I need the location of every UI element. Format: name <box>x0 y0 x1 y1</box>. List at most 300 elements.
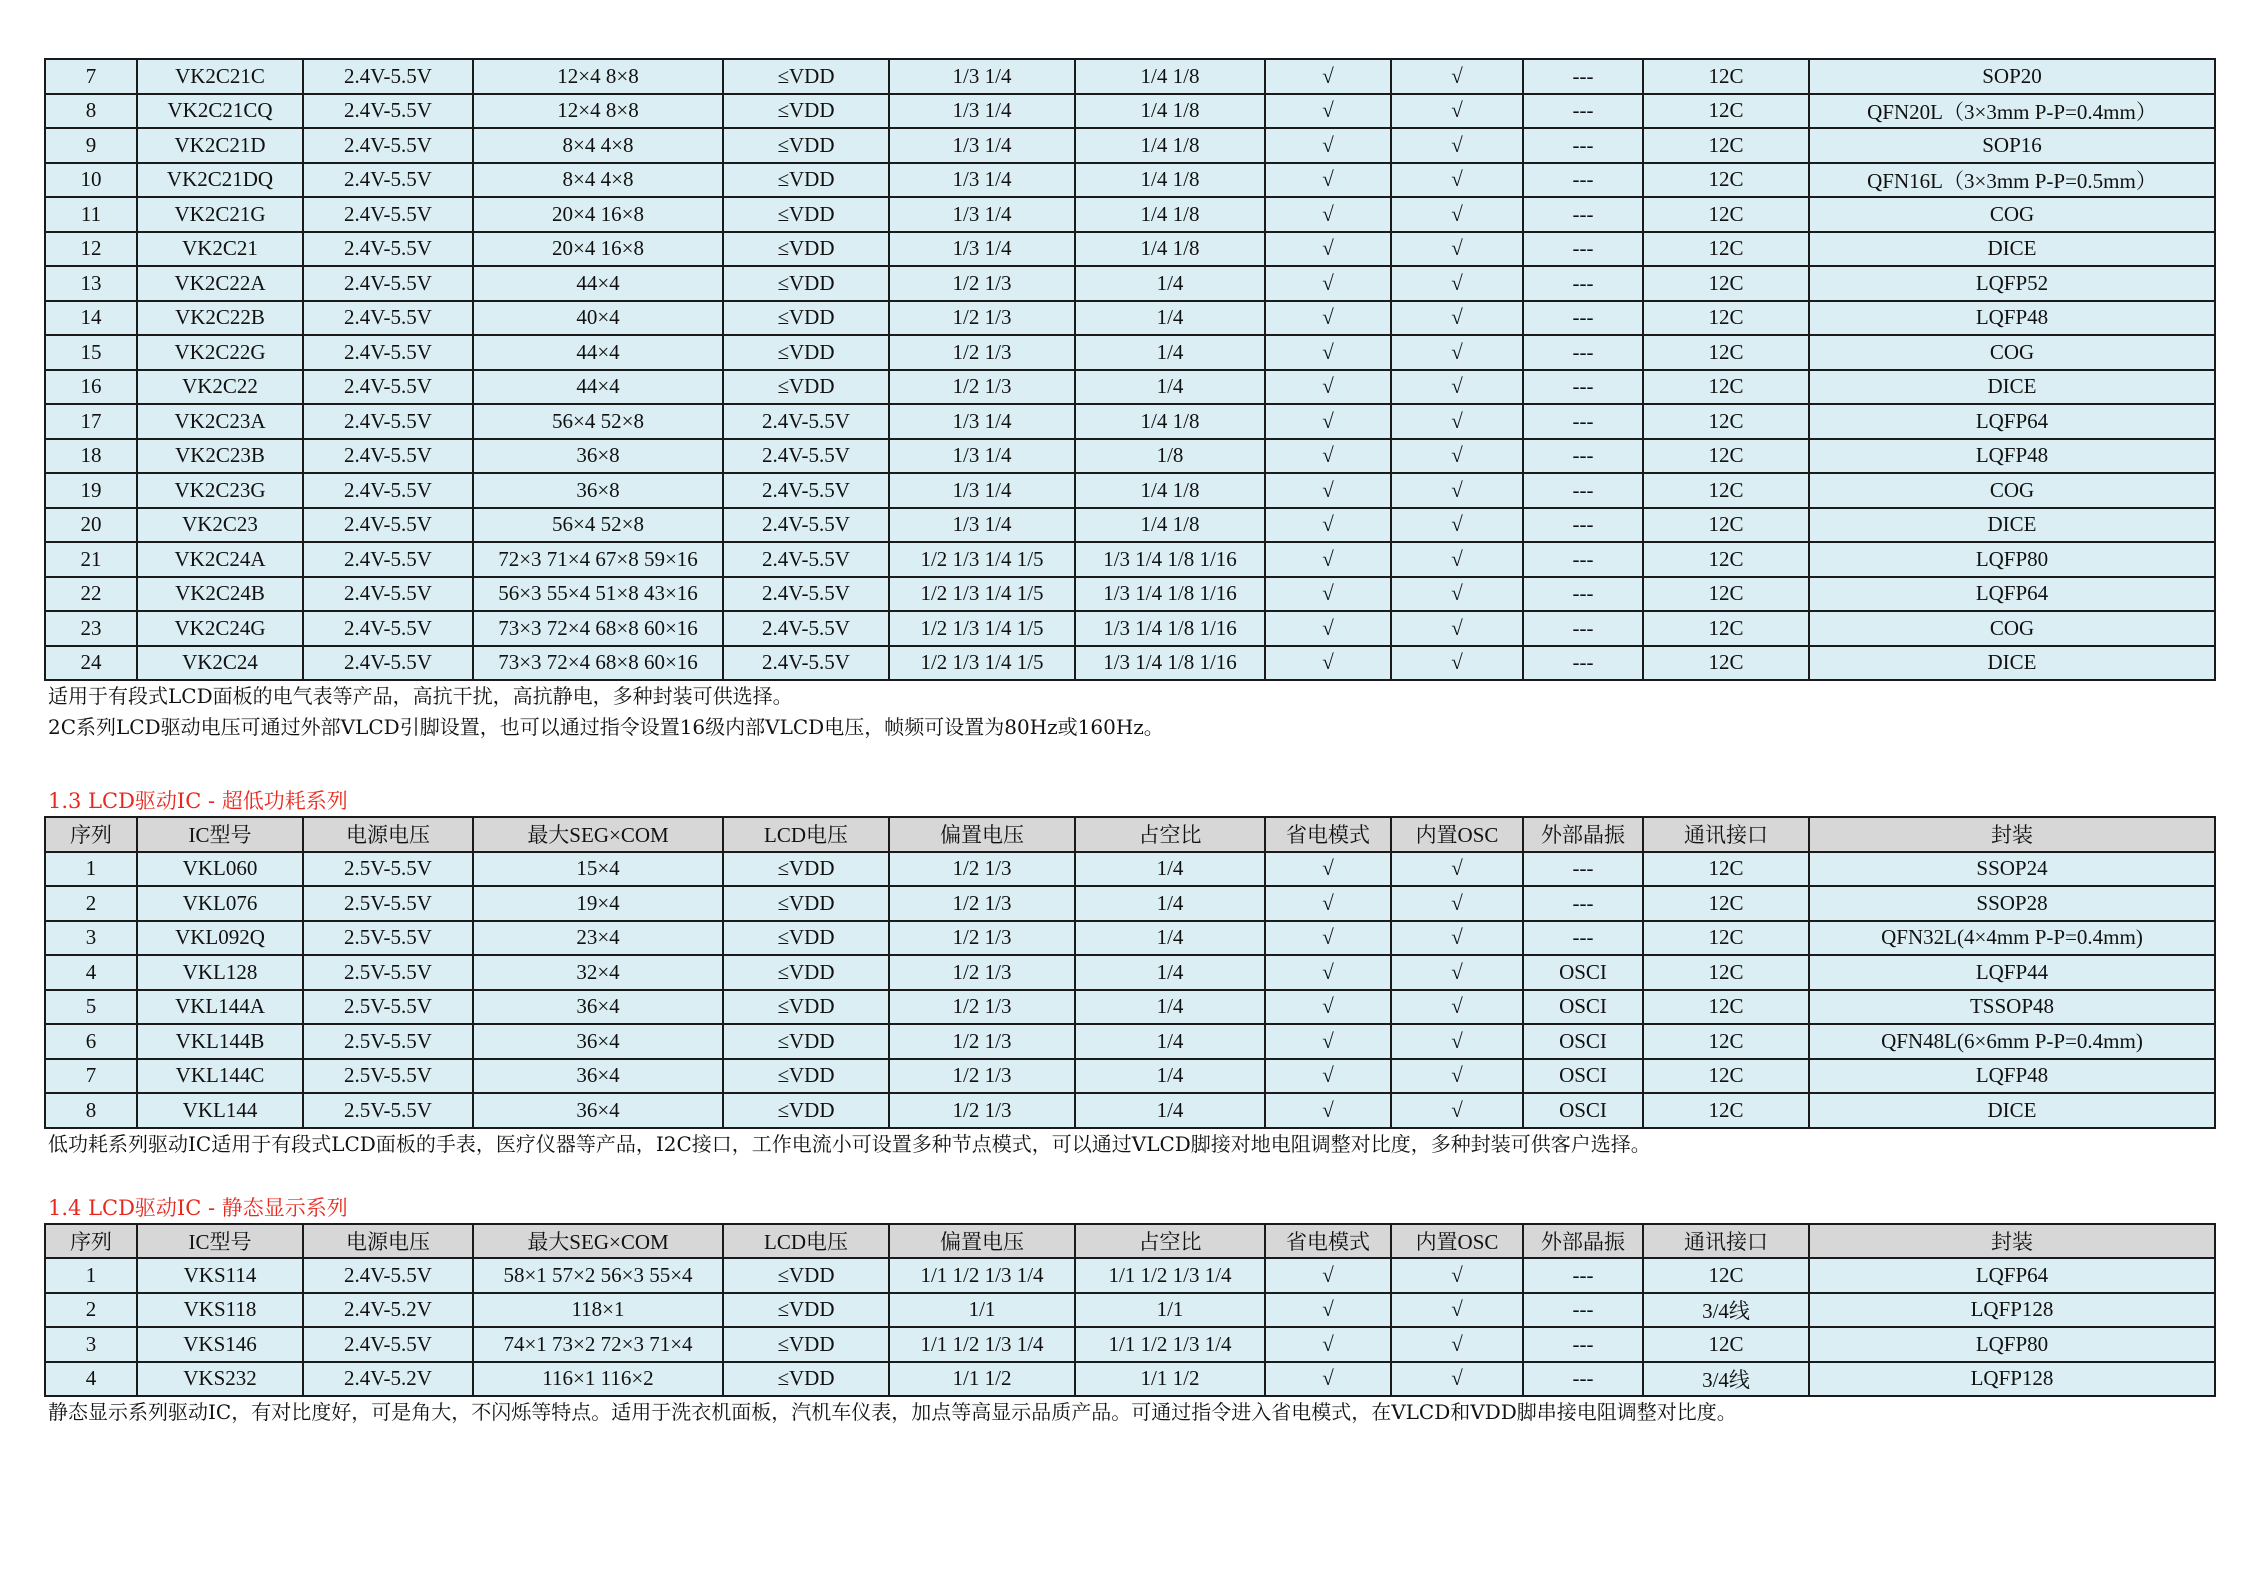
table-cell: √ <box>1265 301 1391 336</box>
table-cell: LQFP128 <box>1809 1293 2215 1328</box>
table-static-series <box>44 1223 2216 1398</box>
table-cell: 2.4V-5.5V <box>303 542 473 577</box>
table-cell: 15 <box>45 335 137 370</box>
table-cell: 20 <box>45 508 137 543</box>
table-cell: COG <box>1809 335 2215 370</box>
column-header: 通讯接口 <box>1643 817 1809 852</box>
table-cell: 12C <box>1643 232 1809 267</box>
table-cell: --- <box>1523 886 1643 921</box>
table-cell: DICE <box>1809 646 2215 681</box>
table-cell: 12C <box>1643 335 1809 370</box>
table-cell: DICE <box>1809 1093 2215 1128</box>
table-cell: 1/3 1/4 1/8 1/16 <box>1075 646 1265 681</box>
table-cell: 16 <box>45 370 137 405</box>
table-cell: √ <box>1391 955 1523 990</box>
table-cell: 2.5V-5.5V <box>303 921 473 956</box>
table-row <box>45 473 2215 508</box>
table-cell: √ <box>1265 197 1391 232</box>
table-cell: 73×3 72×4 68×8 60×16 <box>473 646 723 681</box>
table-cell: √ <box>1391 886 1523 921</box>
table-cell: 1/2 1/3 <box>889 1093 1075 1128</box>
table-row <box>45 301 2215 336</box>
document-page <box>44 58 2214 1428</box>
table-row <box>45 439 2215 474</box>
table-cell: 2.4V-5.5V <box>723 577 889 612</box>
table-cell: LQFP80 <box>1809 1327 2215 1362</box>
column-header: LCD电压 <box>723 817 889 852</box>
table-cell: 1/2 1/3 1/4 1/5 <box>889 646 1075 681</box>
table-cell: 1/2 1/3 <box>889 955 1075 990</box>
table-cell: √ <box>1265 1258 1391 1293</box>
table-cell: 1/4 <box>1075 955 1265 990</box>
table-cell: 2.4V-5.5V <box>303 59 473 94</box>
table-cell: ≤VDD <box>723 197 889 232</box>
table-cell: 21 <box>45 542 137 577</box>
table-cell: QFN32L(4×4mm P-P=0.4mm) <box>1809 921 2215 956</box>
table-cell: --- <box>1523 128 1643 163</box>
table-cell: VK2C23 <box>137 508 303 543</box>
table-cell: 1/4 <box>1075 335 1265 370</box>
table-cell: 2.5V-5.5V <box>303 1059 473 1094</box>
table-cell: VKL092Q <box>137 921 303 956</box>
table-row <box>45 404 2215 439</box>
table-cell: OSCI <box>1523 1024 1643 1059</box>
header-row <box>45 817 2215 852</box>
table-cell: √ <box>1391 266 1523 301</box>
table-cell: √ <box>1265 232 1391 267</box>
table-cell: 6 <box>45 1024 137 1059</box>
table-row <box>45 266 2215 301</box>
table-cell: 2.4V-5.5V <box>723 542 889 577</box>
table-cell: 12C <box>1643 577 1809 612</box>
column-header: 外部晶振 <box>1523 1224 1643 1259</box>
table-cell: 36×8 <box>473 473 723 508</box>
table-cell: VK2C24G <box>137 611 303 646</box>
table-cell: QFN20L（3×3mm P-P=0.4mm） <box>1809 94 2215 129</box>
table-cell: 1/4 1/8 <box>1075 163 1265 198</box>
table-cell: 2.4V-5.5V <box>303 1258 473 1293</box>
table-cell: --- <box>1523 404 1643 439</box>
table-cell: 1/2 1/3 <box>889 370 1075 405</box>
table-cell: 20×4 16×8 <box>473 197 723 232</box>
table-cell: 10 <box>45 163 137 198</box>
table-cell: √ <box>1391 59 1523 94</box>
table-cell: VKS232 <box>137 1362 303 1397</box>
table-cell: 1/4 1/8 <box>1075 197 1265 232</box>
table-cell: √ <box>1265 990 1391 1025</box>
table-row <box>45 852 2215 887</box>
table-cell: 40×4 <box>473 301 723 336</box>
table-cell: 8×4 4×8 <box>473 163 723 198</box>
table-cell: 1/3 1/4 <box>889 94 1075 129</box>
column-header: 最大SEG×COM <box>473 1224 723 1259</box>
table-cell: 1/4 <box>1075 1059 1265 1094</box>
table-cell: LQFP64 <box>1809 1258 2215 1293</box>
table-cell: 1/3 1/4 <box>889 59 1075 94</box>
table-cell: 73×3 72×4 68×8 60×16 <box>473 611 723 646</box>
table-cell: LQFP52 <box>1809 266 2215 301</box>
table-cell: √ <box>1391 301 1523 336</box>
table-cell: 1/4 <box>1075 990 1265 1025</box>
table-cell: --- <box>1523 335 1643 370</box>
table-cell: 1/8 <box>1075 439 1265 474</box>
table-cell: √ <box>1265 955 1391 990</box>
table-cell: 1 <box>45 852 137 887</box>
table-cell: 44×4 <box>473 370 723 405</box>
table-cell: --- <box>1523 1258 1643 1293</box>
table-cell: √ <box>1265 266 1391 301</box>
table-cell: ≤VDD <box>723 59 889 94</box>
table-cell: 2.4V-5.5V <box>303 335 473 370</box>
table-cell: 2.4V-5.5V <box>723 439 889 474</box>
table-cell: 2.5V-5.5V <box>303 1024 473 1059</box>
table-cell: 1/4 <box>1075 1093 1265 1128</box>
table-cell: --- <box>1523 611 1643 646</box>
table-cell: VKS114 <box>137 1258 303 1293</box>
table-cell: COG <box>1809 611 2215 646</box>
table-cell: √ <box>1265 1362 1391 1397</box>
table-row <box>45 990 2215 1025</box>
column-header: 序列 <box>45 817 137 852</box>
table-cell: LQFP64 <box>1809 577 2215 612</box>
section-title-low-power: 1.3 LCD驱动IC - 超低功耗系列 <box>48 789 348 813</box>
table-cell: 2.4V-5.5V <box>303 473 473 508</box>
table-cell: 36×4 <box>473 990 723 1025</box>
table-cell: 12C <box>1643 404 1809 439</box>
note-low-power: 低功耗系列驱动IC适用于有段式LCD面板的手表，医疗仪器等产品，I2C接口，工作电流小可设置多种节点模式，可以通过VLCD脚接对地电阻调整对比度，多种封装可供客户选择。 <box>48 1131 1651 1156</box>
table-cell: 1/4 <box>1075 1024 1265 1059</box>
table-cell: √ <box>1391 508 1523 543</box>
table-cell: --- <box>1523 301 1643 336</box>
table-cell: √ <box>1391 646 1523 681</box>
table-cell: 1/1 1/2 1/3 1/4 <box>889 1327 1075 1362</box>
table-cell: √ <box>1391 1327 1523 1362</box>
column-header: 偏置电压 <box>889 1224 1075 1259</box>
table-cell: SSOP28 <box>1809 886 2215 921</box>
table-cell: VKL060 <box>137 852 303 887</box>
table-cell: √ <box>1391 370 1523 405</box>
table-cell: SSOP24 <box>1809 852 2215 887</box>
table-cell: √ <box>1391 542 1523 577</box>
table-cell: --- <box>1523 1327 1643 1362</box>
column-header: 电源电压 <box>303 817 473 852</box>
table-cell: VK2C21DQ <box>137 163 303 198</box>
table-cell: 1/1 1/2 1/3 1/4 <box>889 1258 1075 1293</box>
table-cell: VK2C24 <box>137 646 303 681</box>
table-cell: 12C <box>1643 439 1809 474</box>
table-cell: 1/1 <box>889 1293 1075 1328</box>
table-cell: 17 <box>45 404 137 439</box>
table-cell: 2.4V-5.5V <box>303 128 473 163</box>
table-cell: 2.4V-5.5V <box>723 473 889 508</box>
table-cell: VK2C24B <box>137 577 303 612</box>
table-cell: COG <box>1809 197 2215 232</box>
table-cell: ≤VDD <box>723 955 889 990</box>
table-cell: √ <box>1391 1258 1523 1293</box>
column-header: 外部晶振 <box>1523 817 1643 852</box>
table-cell: 36×4 <box>473 1093 723 1128</box>
table-cell: 12C <box>1643 94 1809 129</box>
table-row <box>45 955 2215 990</box>
table-cell: √ <box>1265 473 1391 508</box>
table-cell: ≤VDD <box>723 1059 889 1094</box>
table-cell: --- <box>1523 232 1643 267</box>
table-row <box>45 232 2215 267</box>
table-cell: OSCI <box>1523 955 1643 990</box>
section-title-static: 1.4 LCD驱动IC - 静态显示系列 <box>48 1195 348 1220</box>
table-cell: ≤VDD <box>723 1258 889 1293</box>
table-cell: 7 <box>45 1059 137 1094</box>
table-cell: 2.4V-5.5V <box>303 611 473 646</box>
table-cell: 12C <box>1643 611 1809 646</box>
table-cell: 2.4V-5.5V <box>303 301 473 336</box>
table-cell: 12C <box>1643 1024 1809 1059</box>
table-cell: √ <box>1265 1059 1391 1094</box>
table-cell: 12C <box>1643 508 1809 543</box>
table-cell: 1/4 1/8 <box>1075 404 1265 439</box>
table-cell: 19×4 <box>473 886 723 921</box>
table-cell: ≤VDD <box>723 1293 889 1328</box>
table-cell: 12C <box>1643 542 1809 577</box>
column-header: LCD电压 <box>723 1224 889 1259</box>
table-row <box>45 921 2215 956</box>
table-cell: 2.4V-5.5V <box>303 1327 473 1362</box>
column-header: 内置OSC <box>1391 1224 1523 1259</box>
table-cell: 20×4 16×8 <box>473 232 723 267</box>
table-cell: √ <box>1265 852 1391 887</box>
column-header: 最大SEG×COM <box>473 817 723 852</box>
table-cell: √ <box>1265 439 1391 474</box>
table-cell: --- <box>1523 646 1643 681</box>
table-cell: ≤VDD <box>723 1093 889 1128</box>
table-cell: --- <box>1523 852 1643 887</box>
table-cell: VK2C23G <box>137 473 303 508</box>
table-cell: DICE <box>1809 508 2215 543</box>
table-cell: --- <box>1523 1293 1643 1328</box>
table-cell: 56×4 52×8 <box>473 404 723 439</box>
table-cell: 3 <box>45 1327 137 1362</box>
table-cell: 1/4 1/8 <box>1075 508 1265 543</box>
table-cell: √ <box>1265 921 1391 956</box>
table-cell: SOP16 <box>1809 128 2215 163</box>
table-cell: 1/1 1/2 <box>1075 1362 1265 1397</box>
table-cell: SOP20 <box>1809 59 2215 94</box>
table-cell: √ <box>1265 163 1391 198</box>
table-cell: QFN16L（3×3mm P-P=0.5mm） <box>1809 163 2215 198</box>
table-cell: 12C <box>1643 197 1809 232</box>
table-cell: √ <box>1265 646 1391 681</box>
table-row <box>45 370 2215 405</box>
table-cell: 12C <box>1643 852 1809 887</box>
table-cell: √ <box>1391 990 1523 1025</box>
table-cell: √ <box>1265 128 1391 163</box>
table-row <box>45 1258 2215 1293</box>
table-cell: √ <box>1265 1327 1391 1362</box>
table-cell: 7 <box>45 59 137 94</box>
table-row <box>45 197 2215 232</box>
table-cell: 2 <box>45 886 137 921</box>
table-cell: --- <box>1523 508 1643 543</box>
table-cell: 13 <box>45 266 137 301</box>
table-cell: DICE <box>1809 370 2215 405</box>
table-cell: 1/4 <box>1075 266 1265 301</box>
table-cell: --- <box>1523 921 1643 956</box>
table-cell: √ <box>1391 577 1523 612</box>
table-cell: --- <box>1523 542 1643 577</box>
table-cell: LQFP48 <box>1809 439 2215 474</box>
table-cell: 2.5V-5.5V <box>303 955 473 990</box>
table-cell: √ <box>1391 1293 1523 1328</box>
table-row <box>45 128 2215 163</box>
table-cell: ≤VDD <box>723 921 889 956</box>
table-cell: LQFP64 <box>1809 404 2215 439</box>
table-cell: 1/3 1/4 1/8 1/16 <box>1075 577 1265 612</box>
table-cell: 1/3 1/4 <box>889 473 1075 508</box>
table-cell: ≤VDD <box>723 232 889 267</box>
table-cell: 1/2 1/3 1/4 1/5 <box>889 611 1075 646</box>
table-cell: ≤VDD <box>723 301 889 336</box>
table-row <box>45 886 2215 921</box>
table-cell: 22 <box>45 577 137 612</box>
table-cell: √ <box>1391 611 1523 646</box>
table-cell: 2.4V-5.5V <box>723 508 889 543</box>
table-cell: 12C <box>1643 886 1809 921</box>
table-cell: 1/2 1/3 <box>889 1059 1075 1094</box>
table-cell: 1/4 1/8 <box>1075 94 1265 129</box>
table-cell: √ <box>1391 852 1523 887</box>
table-cell: 116×1 116×2 <box>473 1362 723 1397</box>
table-cell: √ <box>1391 163 1523 198</box>
table-cell: 23×4 <box>473 921 723 956</box>
table-cell: LQFP44 <box>1809 955 2215 990</box>
table-cell: √ <box>1265 335 1391 370</box>
table-cell: 1/2 1/3 <box>889 1024 1075 1059</box>
column-header: 省电模式 <box>1265 817 1391 852</box>
table-cell: 1/4 1/8 <box>1075 473 1265 508</box>
table-row <box>45 1093 2215 1128</box>
table-cell: 12C <box>1643 163 1809 198</box>
table-cell: DICE <box>1809 232 2215 267</box>
table-cell: ≤VDD <box>723 990 889 1025</box>
table-cell: OSCI <box>1523 1059 1643 1094</box>
table-cell: 1/3 1/4 <box>889 232 1075 267</box>
table-cell: OSCI <box>1523 1093 1643 1128</box>
table-row <box>45 163 2215 198</box>
table-cell: √ <box>1265 1024 1391 1059</box>
table-cell: LQFP80 <box>1809 542 2215 577</box>
table-cell: 12C <box>1643 955 1809 990</box>
column-header: 封装 <box>1809 1224 2215 1259</box>
table-cell: √ <box>1265 1093 1391 1128</box>
table-cell: VK2C23A <box>137 404 303 439</box>
table-cell: 1/1 1/2 <box>889 1362 1075 1397</box>
table-cell: ≤VDD <box>723 128 889 163</box>
table-cell: 2.5V-5.5V <box>303 852 473 887</box>
table-cell: 2.5V-5.5V <box>303 1093 473 1128</box>
table-cell: √ <box>1391 232 1523 267</box>
table-cell: √ <box>1391 404 1523 439</box>
column-header: 占空比 <box>1075 1224 1265 1259</box>
table-cell: 12C <box>1643 921 1809 956</box>
column-header: 序列 <box>45 1224 137 1259</box>
table-cell: 1/3 1/4 <box>889 197 1075 232</box>
table-cell: 12×4 8×8 <box>473 59 723 94</box>
table-cell: 3/4线 <box>1643 1293 1809 1328</box>
table-cell: --- <box>1523 439 1643 474</box>
table-cell: 36×4 <box>473 1024 723 1059</box>
table-row <box>45 1024 2215 1059</box>
table-cell: 1/3 1/4 <box>889 404 1075 439</box>
table-row <box>45 335 2215 370</box>
table-cell: 12C <box>1643 266 1809 301</box>
table-cell: 2.4V-5.5V <box>303 646 473 681</box>
table-cell: ≤VDD <box>723 94 889 129</box>
table-cell: --- <box>1523 370 1643 405</box>
table-cell: 4 <box>45 1362 137 1397</box>
table-cell: 14 <box>45 301 137 336</box>
table-cell: QFN48L(6×6mm P-P=0.4mm) <box>1809 1024 2215 1059</box>
table-cell: VKL144A <box>137 990 303 1025</box>
column-header: 占空比 <box>1075 817 1265 852</box>
table-cell: 8×4 4×8 <box>473 128 723 163</box>
table-cell: √ <box>1391 1024 1523 1059</box>
table-cell: 2.4V-5.5V <box>723 611 889 646</box>
table-cell: √ <box>1265 542 1391 577</box>
table-cell: ≤VDD <box>723 1327 889 1362</box>
table-row <box>45 577 2215 612</box>
table-cell: 2.4V-5.5V <box>303 370 473 405</box>
table-cell: 18 <box>45 439 137 474</box>
table-row <box>45 1327 2215 1362</box>
table-cell: COG <box>1809 473 2215 508</box>
table-cell: OSCI <box>1523 990 1643 1025</box>
table-cell: 8 <box>45 94 137 129</box>
table-cell: 3/4线 <box>1643 1362 1809 1397</box>
table-cell: 1/3 1/4 1/8 1/16 <box>1075 542 1265 577</box>
table-cell: √ <box>1265 577 1391 612</box>
table-cell: --- <box>1523 266 1643 301</box>
table-cell: √ <box>1391 128 1523 163</box>
table-cell: 2.4V-5.5V <box>303 163 473 198</box>
table-cell: 2.4V-5.5V <box>303 197 473 232</box>
column-header: 电源电压 <box>303 1224 473 1259</box>
table-cell: √ <box>1391 921 1523 956</box>
table-cell: 1/3 1/4 <box>889 128 1075 163</box>
table-cell: 56×3 55×4 51×8 43×16 <box>473 577 723 612</box>
table-cell: 2.4V-5.5V <box>303 266 473 301</box>
table-cell: TSSOP48 <box>1809 990 2215 1025</box>
table-cell: ≤VDD <box>723 1362 889 1397</box>
table-cell: VKL144B <box>137 1024 303 1059</box>
table-cell: √ <box>1265 94 1391 129</box>
table-cell: 1/2 1/3 <box>889 335 1075 370</box>
table-cell: 36×8 <box>473 439 723 474</box>
table-cell: VKL128 <box>137 955 303 990</box>
table-cell: --- <box>1523 577 1643 612</box>
table-cell: 2.4V-5.2V <box>303 1362 473 1397</box>
table-cell: LQFP128 <box>1809 1362 2215 1397</box>
table-cell: 12C <box>1643 301 1809 336</box>
table-cell: √ <box>1265 1293 1391 1328</box>
table-cell: 2.4V-5.5V <box>723 646 889 681</box>
table-cell: 1/2 1/3 <box>889 266 1075 301</box>
table-cell: 2.4V-5.5V <box>303 404 473 439</box>
table-cell: 12C <box>1643 473 1809 508</box>
table-cell: 1/2 1/3 <box>889 852 1075 887</box>
table-cell: --- <box>1523 473 1643 508</box>
table-cell: 4 <box>45 955 137 990</box>
column-header: IC型号 <box>137 817 303 852</box>
